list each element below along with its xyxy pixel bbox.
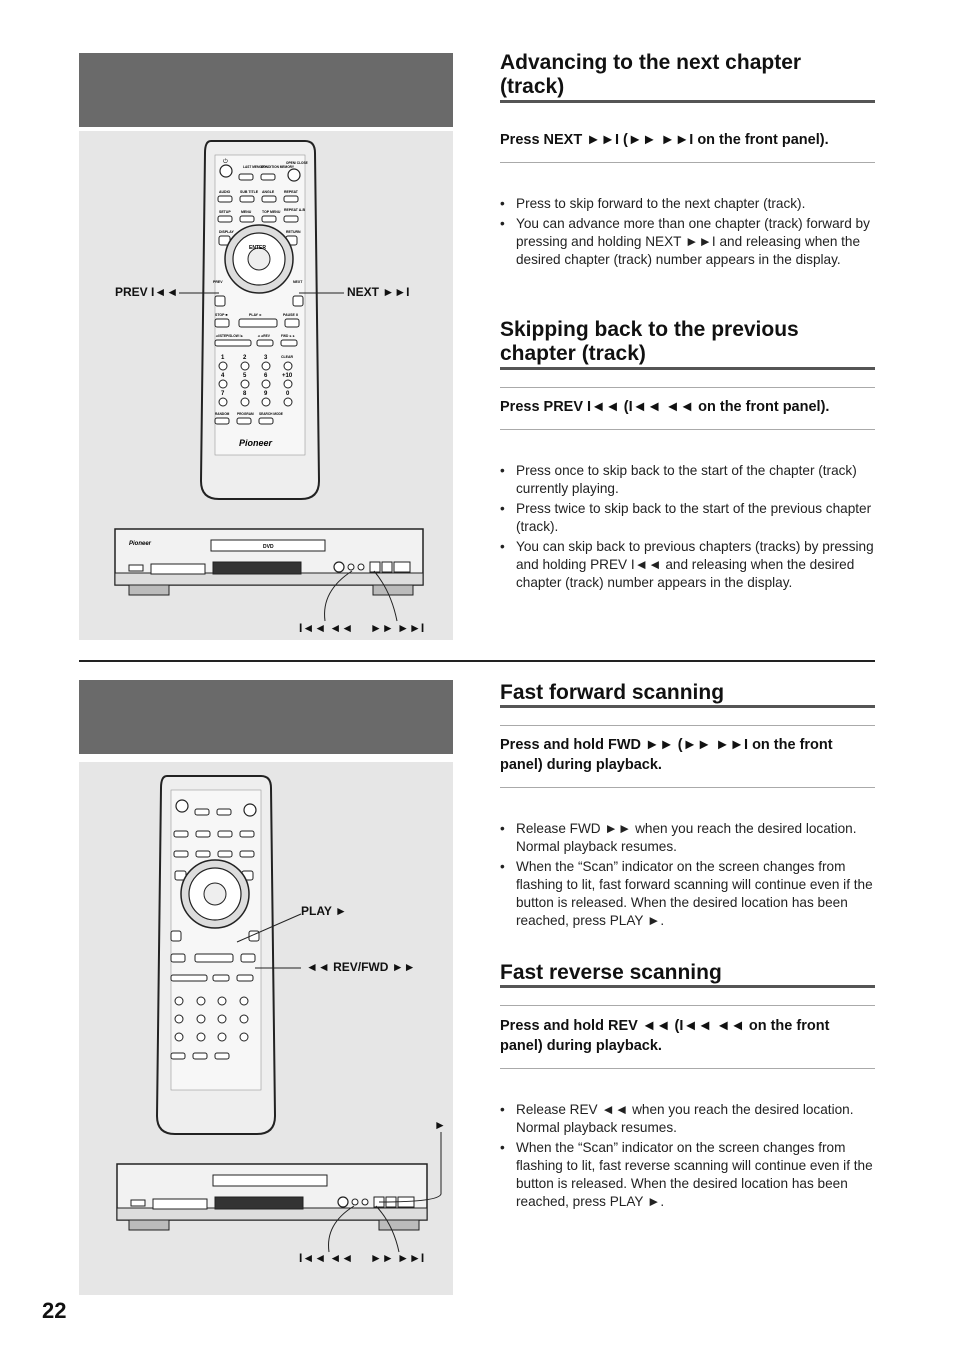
figure2-header-panel xyxy=(79,680,453,754)
svg-text:4: 4 xyxy=(221,373,225,379)
callout-panel-right: ►► ►►I xyxy=(370,621,425,635)
figure1-header-panel xyxy=(79,53,453,127)
instruction-press-rev: Press and hold REV ◄◄ (I◄◄ ◄◄ on the front panel) during playback. xyxy=(500,1018,830,1054)
list-item: • Press once to skip back to the start of the chapter (track) currently playing. xyxy=(516,462,874,498)
instruction-rule xyxy=(500,387,875,388)
remote-label-program: PROGRAM xyxy=(237,412,254,416)
remote-label-random: RANDOM xyxy=(215,412,230,416)
bullets-skipping xyxy=(500,462,874,594)
remote-label-repeat-ab: REPEAT A-B xyxy=(284,208,305,212)
remote-control xyxy=(157,776,275,1134)
instruction-rule xyxy=(500,429,875,430)
remote-label-repeat: REPEAT xyxy=(284,190,298,194)
heading-skipping-back: Skipping back to the previous chapter (track) xyxy=(500,318,799,365)
heading-rule xyxy=(500,985,875,988)
remote-label-fwd: FWD ►► xyxy=(281,334,296,338)
page-number: 22 xyxy=(42,1298,67,1323)
remote-label-next: NEXT xyxy=(293,280,303,284)
list-item: • Press to skip forward to the next chapter (track). xyxy=(516,195,874,213)
bullets-advancing xyxy=(500,195,874,271)
callout-rev-fwd: ◄◄ REV/FWD ►► xyxy=(306,960,416,974)
instruction-press-prev: Press PREV I◄◄ (I◄◄ ◄◄ on the front panel). xyxy=(500,399,830,415)
instruction-rule xyxy=(500,1005,875,1006)
svg-text:0: 0 xyxy=(286,391,290,397)
remote-label-top-menu: TOP MENU xyxy=(262,210,281,214)
callout-next: NEXT ►►I xyxy=(347,285,410,299)
heading-rule xyxy=(500,367,875,370)
instruction-press-fwd: Press and hold FWD ►► (►► ►►I on the front panel) during playback. xyxy=(500,737,833,773)
svg-text:7: 7 xyxy=(221,391,225,397)
remote-label-return: RETURN xyxy=(286,230,301,234)
heading-rule xyxy=(500,100,875,103)
svg-text:6: 6 xyxy=(264,373,268,379)
remote-power-icon: ⏻ xyxy=(223,159,228,165)
remote-label-display: DISPLAY xyxy=(219,230,234,234)
heading-rule xyxy=(500,705,875,708)
instruction-rule xyxy=(500,162,875,163)
heading-fast-forward: Fast forward scanning xyxy=(500,681,725,704)
remote-label-pause: PAUSE II xyxy=(283,313,298,317)
svg-text:1: 1 xyxy=(221,355,225,361)
svg-text:9: 9 xyxy=(264,391,268,397)
instruction-press-next: Press NEXT ►►I (►► ►►I on the front panel). xyxy=(500,132,829,148)
svg-text:3: 3 xyxy=(264,355,268,361)
callout-panel-right-2: ►► ►►I xyxy=(370,1251,425,1265)
remote-label-subtitle: SUB TITLE xyxy=(240,190,259,194)
callout-panel-left: I◄◄ ◄◄ xyxy=(299,621,354,635)
heading-fast-reverse: Fast reverse scanning xyxy=(500,961,722,984)
svg-text:5: 5 xyxy=(243,373,247,379)
remote-label-prev: PREV xyxy=(213,280,223,284)
callout-prev: PREV I◄◄ xyxy=(115,285,179,299)
callout-panel-left-2: I◄◄ ◄◄ xyxy=(299,1251,354,1265)
list-item: • When the “Scan” indicator on the screen changes from flashing to lit, fast reverse scanning will continue even if the button is released. When the desired location has been reached, press PLAY ►. xyxy=(516,1139,874,1211)
remote-brand-logo: Pioneer xyxy=(239,438,273,448)
remote-label-open-close: OPEN/ CLOSE xyxy=(286,161,308,165)
remote-label-stop: STOP ■ xyxy=(215,313,228,317)
heading-advancing-next-chapter: Advancing to the next chapter (track) xyxy=(500,51,802,98)
callout-play: PLAY ► xyxy=(301,904,347,918)
player-dvd-logo: DVD xyxy=(263,544,274,550)
remote-label-audio: AUDIO xyxy=(219,190,231,194)
remote-label-rev: ◄◄REV xyxy=(257,334,270,338)
remote-control xyxy=(201,141,319,499)
bullets-fast-reverse xyxy=(500,1101,874,1213)
callout-play-panel: ► xyxy=(434,1118,446,1132)
instruction-rule xyxy=(500,725,875,726)
instruction-rule xyxy=(500,1068,875,1069)
player-brand-logo: Pioneer xyxy=(129,541,152,547)
instruction-rule xyxy=(500,787,875,788)
list-item: • Press twice to skip back to the start of the previous chapter (track). xyxy=(516,500,874,536)
remote-label-menu: MENU xyxy=(241,210,252,214)
remote-label-step-slow: ◄I/STEP/SLOW I► xyxy=(215,334,244,338)
remote-label-setup: SETUP xyxy=(219,210,231,214)
remote-label-enter: ENTER xyxy=(249,245,266,251)
remote-label-last-memory: LAST MEMORY xyxy=(243,165,267,169)
list-item: • You can skip back to previous chapters (tracks) by pressing and holding PREV I◄◄ and releasing when the desired chapter (track) number appears in the display. xyxy=(516,538,874,592)
dvd-player-front xyxy=(115,529,423,595)
figure1-illustration xyxy=(79,131,453,640)
list-item: • Release REV ◄◄ when you reach the desired location. Normal playback resumes. xyxy=(516,1101,874,1137)
remote-label-angle: ANGLE xyxy=(262,190,275,194)
svg-text:2: 2 xyxy=(243,355,247,361)
section-divider xyxy=(79,660,875,662)
dvd-player-front xyxy=(117,1164,427,1230)
svg-text:8: 8 xyxy=(243,391,247,397)
bullets-fast-forward xyxy=(500,820,874,932)
list-item: • When the “Scan” indicator on the screen changes from flashing to lit, fast forward scanning will continue even if the button is released. When the desired location has been reached, press PLAY ►. xyxy=(516,858,874,930)
list-item: • You can advance more than one chapter (track) forward by pressing and holding NEXT ►►I and releasing when the desired chapter (track) number appears in the display. xyxy=(516,215,874,269)
list-item: • Release FWD ►► when you reach the desired location. Normal playback resumes. xyxy=(516,820,874,856)
figure2-illustration xyxy=(79,762,453,1295)
remote-label-condition-memory: CONDITION MEMORY xyxy=(261,165,294,169)
remote-label-search-mode: SEARCH MODE xyxy=(259,412,283,416)
svg-text:+10: +10 xyxy=(282,373,293,379)
remote-label-play: PLAY ► xyxy=(249,313,263,317)
svg-text:CLEAR: CLEAR xyxy=(281,355,294,359)
